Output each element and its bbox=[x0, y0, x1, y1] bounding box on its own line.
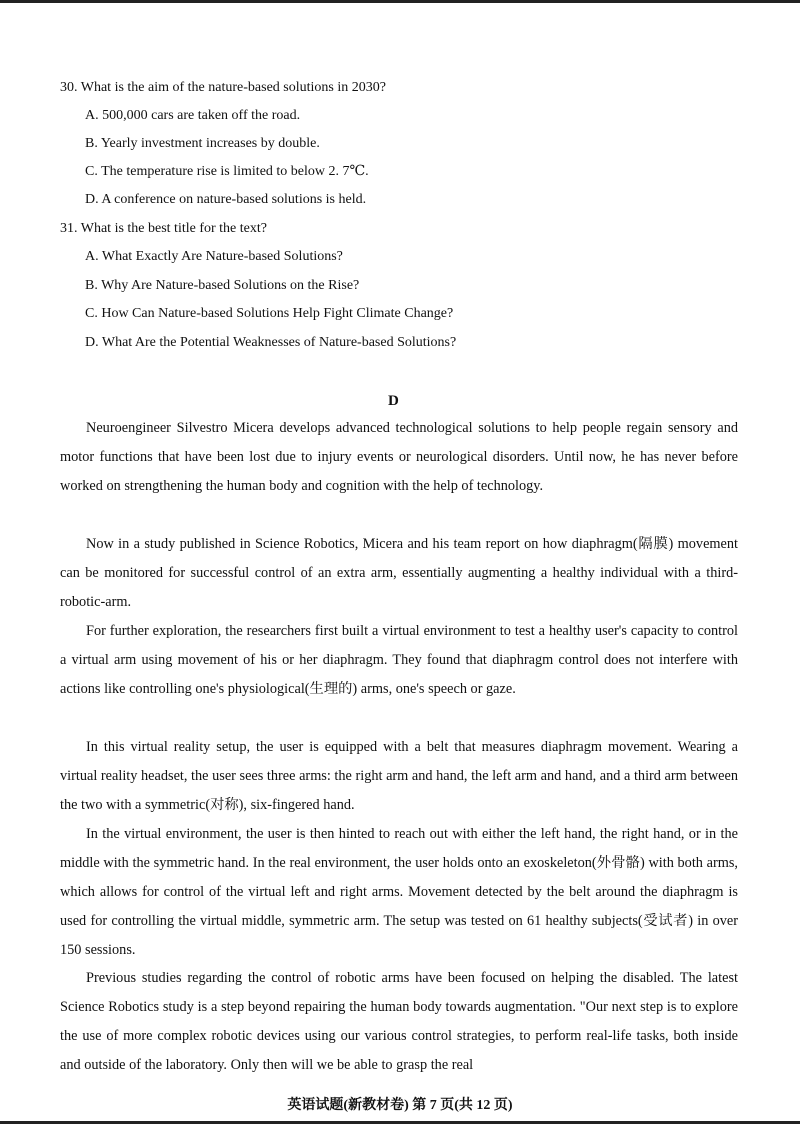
section-heading: D bbox=[388, 393, 399, 409]
paragraph-3: For further exploration, the researchers first built a virtual environment to test a healthy user's capacity to control a virtual arm using movement of his or her diaphragm. They found that diaphragm control does not interfere with actions like controlling one's physiological(生理的) arms, one's speech or gaze. bbox=[60, 623, 738, 697]
paragraph-6: Previous studies regarding the control of robotic arms have been focused on helping the disabled. The latest Science Robotics study is a step beyond repairing the human body towards augmentation. "Our next step is to explore the use of more complex robotic devices using our various control strategies, to perform real-life tasks, both inside and outside of the laboratory. Only then will we be able to grasp the real bbox=[60, 970, 738, 1073]
question-31-option-d: D. What Are the Potential Weaknesses of Nature-based Solutions? bbox=[85, 335, 457, 350]
question-31-option-b: B. Why Are Nature-based Solutions on the Rise? bbox=[85, 278, 360, 293]
page-footer: 英语试题(新教材卷) 第 7 页(共 12 页) bbox=[287, 1098, 513, 1113]
paragraph-5: In the virtual environment, the user is then hinted to reach out with either the left hand, the right hand, or in the middle with the symmetric hand. In the real environment, the user holds onto an exoskeleton(外骨骼) with both arms, which allows for control of the virtual left and right arms. Movement detected by the belt around the diaphragm is used for controlling the virtual middle, symmetric arm. The setup was tested on 61 healthy subjects(受试者) in over 150 sessions. bbox=[60, 826, 738, 958]
question-31-option-a: A. What Exactly Are Nature-based Solutions? bbox=[85, 249, 343, 264]
question-30-option-d: D. A conference on nature-based solutions is held. bbox=[85, 192, 367, 207]
paragraph-2: Now in a study published in Science Robotics, Micera and his team report on how diaphragm(隔膜) movement can be monitored for successful control of an extra arm, essentially augmenting a healthy individual with a third-robotic-arm. bbox=[60, 536, 738, 610]
question-31-stem: 31. What is the best title for the text? bbox=[60, 221, 267, 236]
bottom-border-line bbox=[0, 1121, 800, 1124]
paragraph-1: Neuroengineer Silvestro Micera develops advanced technological solutions to help people regain sensory and motor functions that have been lost due to injury events or neurological disorders. Until now, he has never before worked on strengthening the human body and cognition with the help of technology. bbox=[60, 420, 738, 494]
question-30-option-b: B. Yearly investment increases by double. bbox=[85, 136, 320, 151]
question-31-option-c: C. How Can Nature-based Solutions Help Fight Climate Change? bbox=[85, 306, 454, 321]
question-30-option-c: C. The temperature rise is limited to below 2. 7℃. bbox=[85, 164, 369, 179]
question-30-option-a: A. 500,000 cars are taken off the road. bbox=[85, 108, 301, 123]
paragraph-4: In this virtual reality setup, the user is equipped with a belt that measures diaphragm movement. Wearing a virtual reality headset, the user sees three arms: the right arm and hand, the left arm and hand, and a third arm between the two with a symmetric(对称), six-fingered hand. bbox=[60, 739, 738, 813]
question-30-stem: 30. What is the aim of the nature-based solutions in 2030? bbox=[60, 80, 386, 95]
